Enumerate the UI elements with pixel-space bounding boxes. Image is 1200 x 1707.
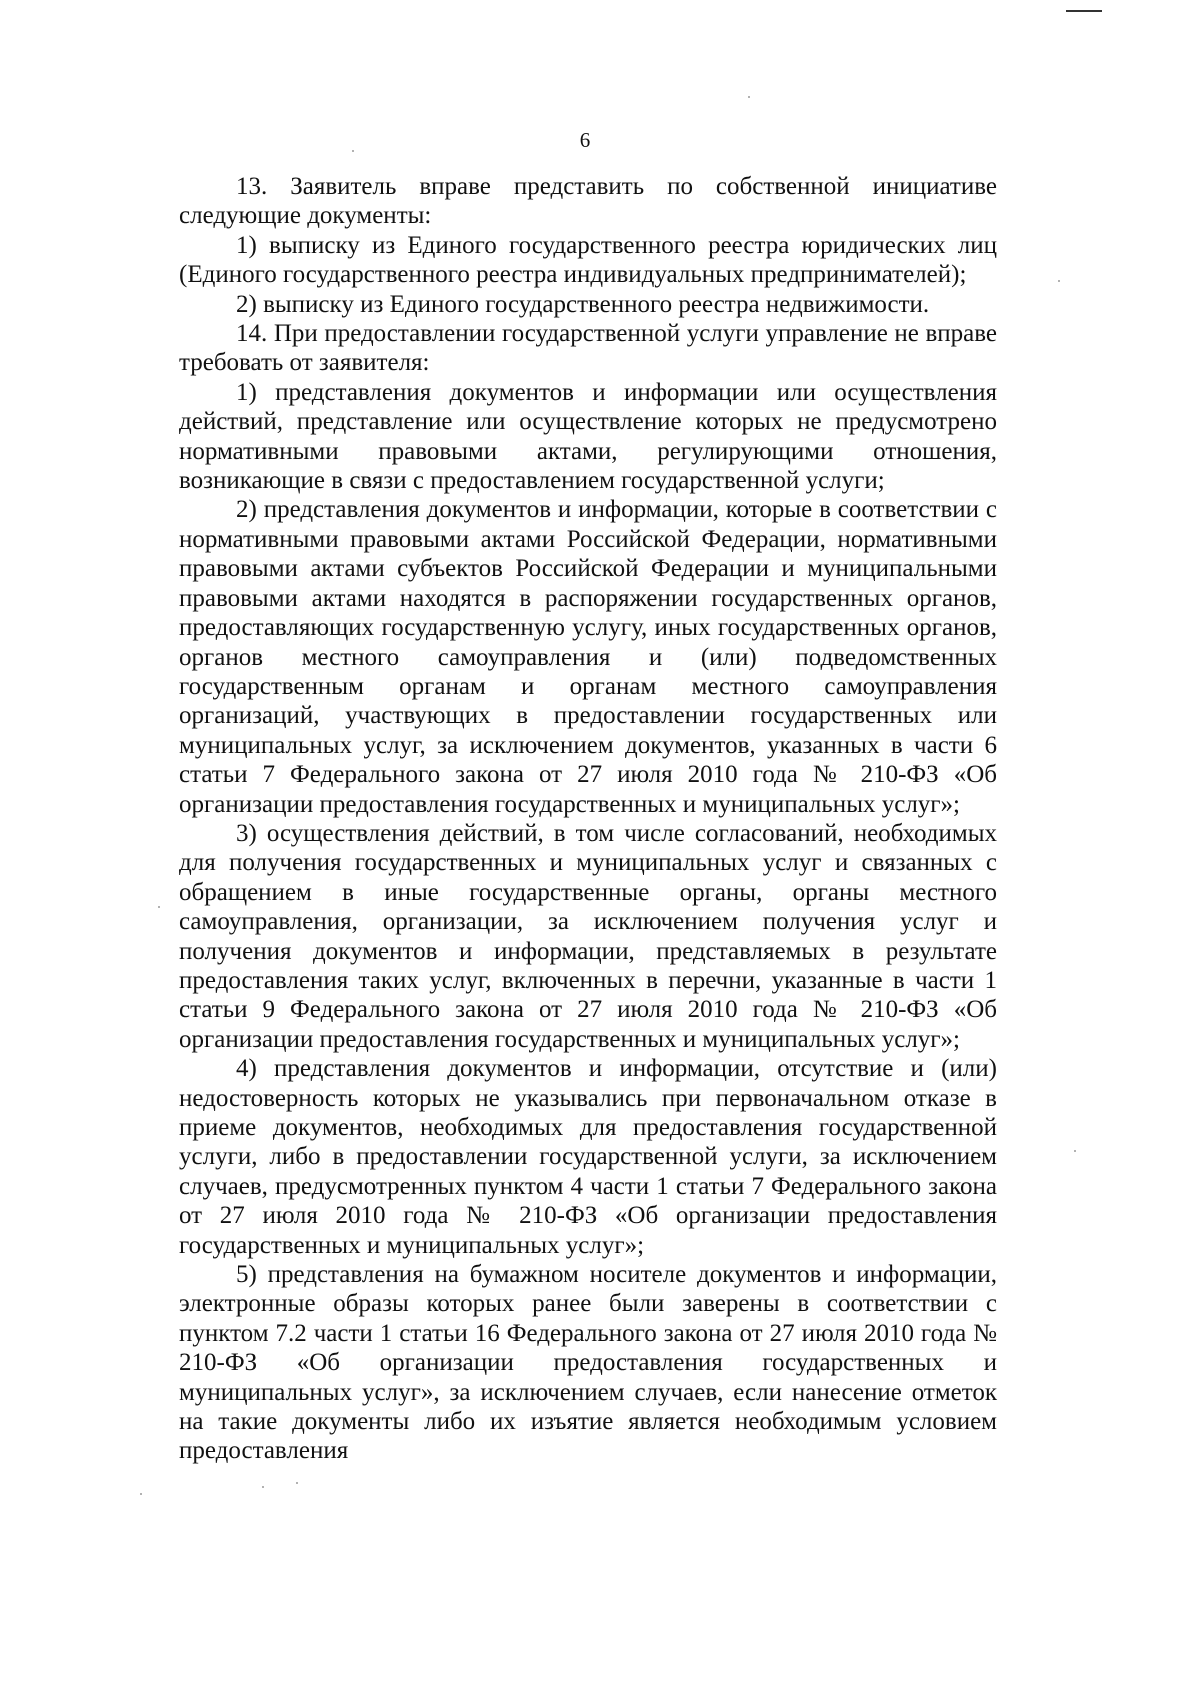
paragraph-13-item-2: 2) выписку из Единого государственного реестра недвижимости. <box>236 290 930 318</box>
paragraph-13-item-1: 1) выписку из Единого государственного реестра юридических лиц (Единого государственного реестра индивидуальных предпринимателей); <box>179 231 997 289</box>
scan-speck <box>1074 1150 1076 1152</box>
paragraph-14-item-3: 3) осуществления действий, в том числе согласований, необходимых для получения государственных и муниципальных услуг и связанных с обращением в иные государственные органы, органы местного самоуправления, организации, за исключением получения услуг и получения документов и информации, представляемых в результате предоставления таких услуг, включенных в перечни, указанные в части 1 статьи 9 Федерального закона от 27 июля 2010 года № 210-ФЗ «Об организации предоставления государственных и муниципальных услуг»; <box>179 819 997 1053</box>
scan-speck <box>262 1486 264 1488</box>
paragraph-14-intro: 14. При предоставлении государственной услуги управление не вправе требовать от заявителя: <box>179 320 997 377</box>
paragraph-14-item-5: 5) представления на бумажном носителе документов и информации, электронные образы которых ранее были заверены в соответствии с пунктом 7.2 части 1 статьи 16 Федерального закона от 27 июля 2010 года № 210-ФЗ «Об организации предоставления государственных и муниципальных услуг», за исключением случаев, если нанесение отметок на такие документы либо их изъятие является необходимым условием предоставления <box>179 1261 997 1465</box>
scan-speck <box>748 96 750 98</box>
paragraph-14-item-2: 2) представления документов и информации, которые в соответствии с нормативными правовыми актами Российской Федерации, нормативными правовыми актами субъектов Российской Федерации и муниципальными правовыми актами находятся в распоряжении государственных органов, предоставляющих государственную услугу, иных государственных органов, органов местного самоуправления и (или) подведомственных государственным органам и органам местного самоуправления организаций, участвующих в предоставлении государственных или муниципальных услуг, за исключением документов, указанных в части 6 статьи 7 Федерального закона от 27 июля 2010 года № 210-ФЗ «Об организации предоставления государственных и муниципальных услуг»; <box>179 496 997 818</box>
scan-speck <box>158 906 160 908</box>
scan-speck <box>352 150 354 152</box>
document-body <box>179 172 997 1466</box>
scan-speck <box>296 1482 298 1484</box>
scan-speck <box>140 1493 142 1495</box>
paragraph-14-item-4: 4) представления документов и информации, отсутствие и (или) недостоверность которых не указывались при первоначальном отказе в приеме документов, необходимых для предоставления государственной услуги, либо в предоставлении государственной услуги, за исключением случаев, предусмотренных пунктом 4 части 1 статьи 7 Федерального закона от 27 июля 2010 года № 210-ФЗ «Об организации предоставления государственных и муниципальных услуг»; <box>179 1055 997 1259</box>
page-number: 6 <box>579 128 591 152</box>
paragraph-13-intro: 13. Заявитель вправе представить по собственной инициативе следующие документы: <box>179 173 997 230</box>
corner-scan-mark <box>1066 10 1102 12</box>
paragraph-14-item-1: 1) представления документов и информации или осуществления действий, представление или осуществление которых не предусмотрено нормативными правовыми актами, регулирующими отношения, возникающие в связи с предоставлением государственной услуги; <box>179 378 997 495</box>
scan-speck <box>1058 280 1060 282</box>
